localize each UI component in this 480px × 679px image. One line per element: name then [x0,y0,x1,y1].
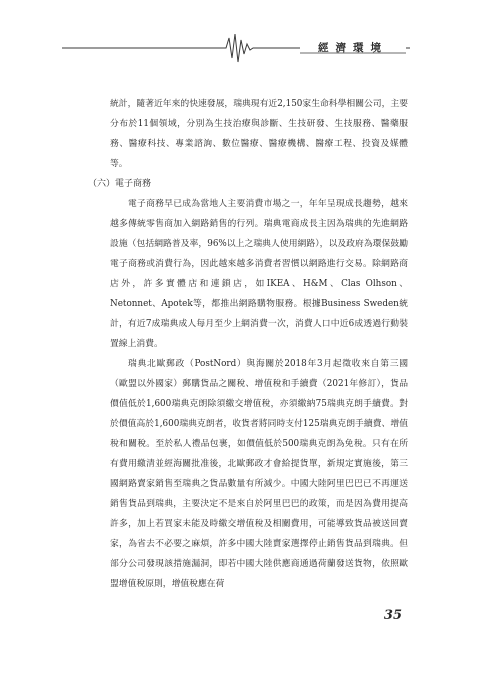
page-number: 35 [383,608,402,623]
paragraph-postnord: 瑞典北歐郵政（PostNord）與海關於2018年3月起徵收來自第三國（歐盟以外國家）郵購貨品之關稅、增值稅和手續費（2021年修訂），貨品價值低於1,600瑞典克朗除須繳交增值稅，亦須繳納75瑞典克朗手續費。對於價值高於1,600瑞典克朗者，收貨者將同時支付125瑞典克朗手續費、增值稅和關稅。至於私人禮品包裹，如價值低於500瑞典克朗為免稅。只有在所有費用繳清並經海關批准後，北歐郵政才會給提貨單，新規定實施後，第三國網路賣家銷售至瑞典之貨品數量有所減少。中國大陸阿里巴巴已不再運送銷售貨品到瑞典，主要決定不是來自於阿里巴巴的政策，而是因為費用提高許多，加上若買家未能及時繳交增值稅及相關費用，可能導致貨品被送回賣家，為省去不必要之麻煩，許多中國大陸賣家選擇停止銷售貨品到瑞典。但部分公司發現該措施漏洞，即若中國大陸供應商通過荷蘭發送貨物，依照歐盟增值稅原則，增值稅應在荷 [110,359,408,589]
page-body [78,94,408,594]
page-header [0,28,480,68]
section-heading-ecommerce: （六）電子商務 [88,179,152,189]
header-ornament-icon [0,28,480,68]
paragraph-ecommerce: 電子商務早已成為當地人主要消費市場之一，年年呈現成長趨勢，越來越多傳統零售商加入網路銷售的行列。瑞典電商成長主因為瑞典的先進網路設施（包括網路普及率，96%以上之瑞典人使用網路），以及政府為環保鼓勵電子商務或消費行為，因此越來越多消費者習慣以網路進行交易。除網路商店外，許多實體店和連鎖店，如IKEA、H&M、Clas Olhson、Netonnet、Apotek等，都推出網路購物服務。根據Business Sweden統計，有近7成瑞典成人每月至少上網消費一次，消費人口中近6成透過行動裝置線上消費。 [110,199,408,349]
paragraph-life-science: 統計，隨著近年來的快速發展，瑞典現有近2,150家生命科學相關公司，主要分布於11個領域，分別為生技治療與診斷、生技研發、生技服務、醫藥服務、醫療科技、專業諮詢、數位醫療、醫療機構、醫療工程、投資及媒體等。 [110,99,408,169]
header-label: 經濟環境 [318,42,388,54]
